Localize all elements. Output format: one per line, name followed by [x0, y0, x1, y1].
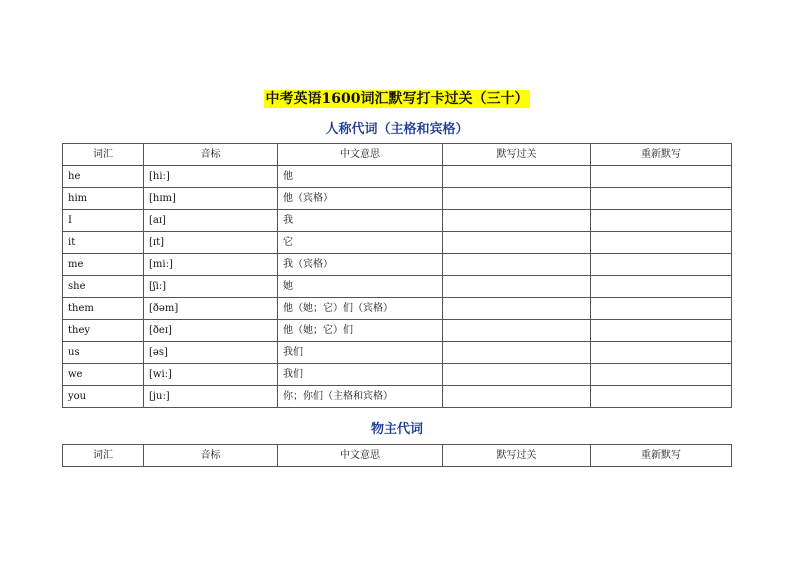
phonetic-cell: [wiː]: [144, 364, 278, 386]
dictation-pass-cell[interactable]: [443, 188, 591, 210]
word-cell: they: [63, 320, 144, 342]
phonetic-cell: [ðeɪ]: [144, 320, 278, 342]
meaning-cell: 我们: [278, 364, 443, 386]
header-word: 词汇: [63, 445, 144, 467]
dictation-pass-cell[interactable]: [443, 298, 591, 320]
header-phonetic: 音标: [144, 144, 278, 166]
dictation-pass-cell[interactable]: [443, 166, 591, 188]
table-header-row: [63, 445, 732, 467]
table-row: [63, 320, 732, 342]
dictation-pass-cell[interactable]: [443, 232, 591, 254]
phonetic-cell: [əs]: [144, 342, 278, 364]
phonetic-cell: [hiː]: [144, 166, 278, 188]
redo-dictation-cell[interactable]: [591, 254, 732, 276]
section-title-personal-pronouns: 人称代词（主格和宾格）: [325, 122, 469, 137]
table-row: [63, 342, 732, 364]
header-word: 词汇: [63, 144, 144, 166]
table-row: [63, 254, 732, 276]
header-phonetic: 音标: [144, 445, 278, 467]
word-cell: it: [63, 232, 144, 254]
redo-dictation-cell[interactable]: [591, 298, 732, 320]
word-cell: we: [63, 364, 144, 386]
vocab-table-possessive-pronouns: [62, 444, 732, 467]
phonetic-cell: [miː]: [144, 254, 278, 276]
meaning-cell: 她: [278, 276, 443, 298]
table-row: [63, 386, 732, 408]
meaning-cell: 我（宾格）: [278, 254, 443, 276]
table-row: [63, 364, 732, 386]
phonetic-cell: [juː]: [144, 386, 278, 408]
page-title: [0, 89, 794, 109]
phonetic-cell: [ʃiː]: [144, 276, 278, 298]
meaning-cell: 我们: [278, 342, 443, 364]
redo-dictation-cell[interactable]: [591, 188, 732, 210]
word-cell: him: [63, 188, 144, 210]
dictation-pass-cell[interactable]: [443, 386, 591, 408]
dictation-pass-cell[interactable]: [443, 320, 591, 342]
word-cell: he: [63, 166, 144, 188]
vocab-table-personal-pronouns: [62, 143, 732, 408]
dictation-pass-cell[interactable]: [443, 364, 591, 386]
table-header-row: [63, 144, 732, 166]
header-dictation-pass: 默写过关: [443, 144, 591, 166]
redo-dictation-cell[interactable]: [591, 364, 732, 386]
meaning-cell: 他（她；它）们: [278, 320, 443, 342]
phonetic-cell: [ɪt]: [144, 232, 278, 254]
redo-dictation-cell[interactable]: [591, 276, 732, 298]
meaning-cell: 他（她；它）们（宾格）: [278, 298, 443, 320]
word-cell: me: [63, 254, 144, 276]
section-title-possessive-pronouns: 物主代词: [370, 422, 423, 437]
table-row: [63, 188, 732, 210]
meaning-cell: 他: [278, 166, 443, 188]
meaning-cell: 我: [278, 210, 443, 232]
redo-dictation-cell[interactable]: [591, 166, 732, 188]
word-cell: you: [63, 386, 144, 408]
meaning-cell: 它: [278, 232, 443, 254]
redo-dictation-cell[interactable]: [591, 232, 732, 254]
redo-dictation-cell[interactable]: [591, 210, 732, 232]
redo-dictation-cell[interactable]: [591, 342, 732, 364]
dictation-pass-cell[interactable]: [443, 276, 591, 298]
header-redo-dictation: 重新默写: [591, 144, 732, 166]
redo-dictation-cell[interactable]: [591, 386, 732, 408]
phonetic-cell: [hɪm]: [144, 188, 278, 210]
word-cell: she: [63, 276, 144, 298]
redo-dictation-cell[interactable]: [591, 320, 732, 342]
dictation-pass-cell[interactable]: [443, 210, 591, 232]
header-meaning: 中文意思: [278, 144, 443, 166]
meaning-cell: 你；你们（主格和宾格）: [278, 386, 443, 408]
word-cell: I: [63, 210, 144, 232]
meaning-cell: 他（宾格）: [278, 188, 443, 210]
page-title-text: 中考英语1600词汇默写打卡过关（三十）: [265, 91, 529, 107]
header-dictation-pass: 默写过关: [443, 445, 591, 467]
header-redo-dictation: 重新默写: [591, 445, 732, 467]
header-meaning: 中文意思: [278, 445, 443, 467]
word-cell: them: [63, 298, 144, 320]
table-row: [63, 210, 732, 232]
dictation-pass-cell[interactable]: [443, 254, 591, 276]
table-row: [63, 298, 732, 320]
phonetic-cell: [ðəm]: [144, 298, 278, 320]
table-row: [63, 276, 732, 298]
word-cell: us: [63, 342, 144, 364]
phonetic-cell: [aɪ]: [144, 210, 278, 232]
table-row: [63, 166, 732, 188]
dictation-pass-cell[interactable]: [443, 342, 591, 364]
table-row: [63, 232, 732, 254]
